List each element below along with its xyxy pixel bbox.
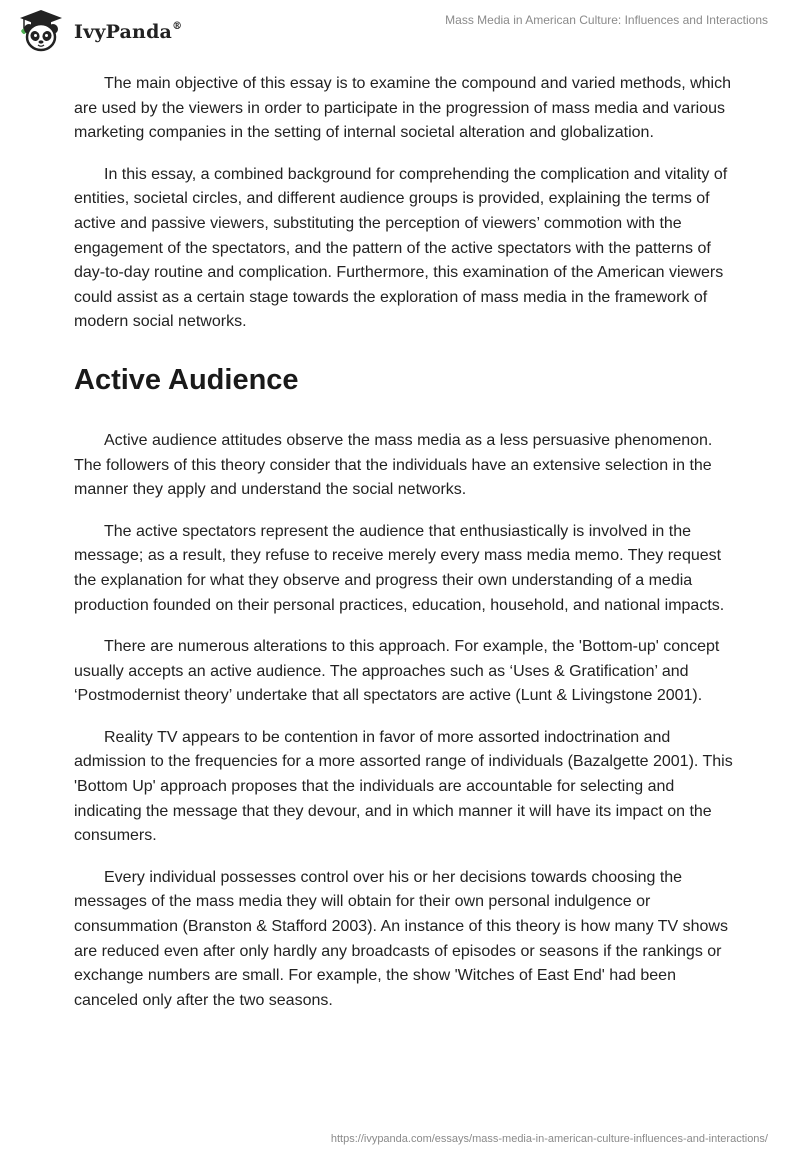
body-paragraph: In this essay, a combined background for comprehending the complication and vitality of entities, societal circles, and different audience groups is provided, explaining the terms of active and passive viewers, substituting the perception of viewers’ commotion with the engagement of the spectators, and the pattern of the active spectators with the patterns of day-to-day routine and complication. Furthermore, this examination of the American viewers could assist as a certain stage towards the exploration of mass media in the framework of modern social networks. xyxy=(74,165,728,331)
body-paragraph: Active audience attitudes observe the mass media as a less persuasive phenomenon. The followers of this theory consider that the individuals have an extensive selection in the manner they apply and understand the social networks. xyxy=(74,431,713,499)
ivypanda-logo[interactable] xyxy=(16,9,182,53)
source-url-link[interactable]: https://ivypanda.com/essays/mass-media-in-american-culture-influences-and-interactions/ xyxy=(330,1133,768,1145)
section-heading: Active Audience xyxy=(74,363,299,396)
essay-body xyxy=(74,72,734,1030)
body-paragraph: There are numerous alterations to this approach. For example, the 'Bottom-up' concept usually accepts an active audience. The approaches such as ‘Uses & Gratification’ and ‘Postmodernist theory’ undertake that all spectators are active (Lunt & Livingstone 2001). xyxy=(74,638,720,705)
body-paragraph: The main objective of this essay is to examine the compound and varied methods, which are used by the viewers in order to participate in the progression of mass media and various marketing companies in the setting of internal societal alteration and globalization. xyxy=(74,75,731,142)
body-paragraph: Every individual possesses control over his or her decisions towards choosing the messages of the mass media they will obtain for their own personal indulgence or consummation (Branston & Stafford 2003). An instance of this theory is how many TV shows are reduced even after only hardly any broadcasts of episodes or seasons if the rankings or exchange numbers are small. For example, the show 'Witches of East End' had been canceled only after the two seasons. xyxy=(74,868,728,1009)
logo-wordmark: IvyPanda® xyxy=(74,20,183,43)
body-paragraph: Reality TV appears to be contention in favor of more assorted indoctrination and admission to the frequencies for a more assorted range of individuals (Bazalgette 2001). This 'Bottom Up' approach proposes that the individuals are accountable for selecting and indicating the message that they devour, and in which manner it will have its impact on the consumers. xyxy=(74,728,733,845)
body-paragraph: The active spectators represent the audience that enthusiastically is involved in the message; as a result, they refuse to receive merely every mass media memo. They request the explanation for what they observe and progress their own understanding of a media production founded on their personal practices, education, household, and national impacts. xyxy=(74,522,725,614)
page-header xyxy=(0,0,800,60)
document-title: Mass Media in American Culture: Influences and Interactions xyxy=(445,13,768,27)
panda-graduate-icon xyxy=(16,9,66,53)
